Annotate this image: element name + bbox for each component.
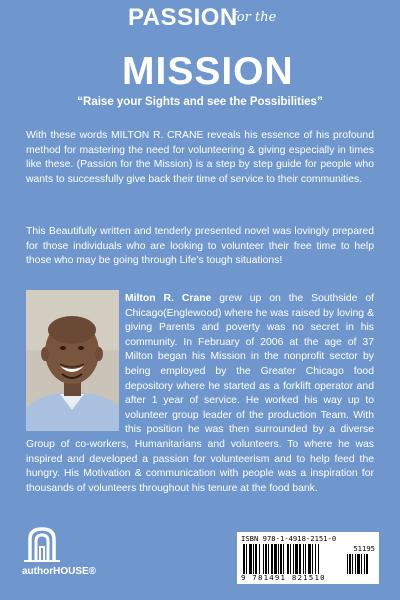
addon-bar <box>349 554 351 574</box>
barcode-bar <box>253 544 254 574</box>
barcode-bar <box>243 544 245 574</box>
barcode-bar <box>255 544 257 574</box>
barcode-bar <box>318 544 319 574</box>
addon-bar <box>347 554 348 574</box>
author-bio <box>26 292 374 496</box>
addon-bar <box>355 554 356 574</box>
addon-bar <box>361 554 362 574</box>
authorhouse-logo-icon <box>22 525 82 565</box>
barcode-bar <box>278 544 279 574</box>
barcode-bar <box>280 544 282 574</box>
author-bio-text: grew up on the Southside of Chicago(Englewood) where he was raised by loving & giving Parents and poverty was no secret in his community. In February of 2006 at the age of 37 Milton began his Mission in the nonprofit sector by being employed by the Greater Chicago food depository where he started as a forklift operator and after 1 year of service. He worked his way up to volunteer group leader of the production Team. With this position he was then surrounded by a diverse Group of co-workers, Humanitarians and volunteers. To where he was inspired and developed a passion for volunteerism and to help feed the hungry. His Motivation & communication with people was a inspiration for thousands of volunteers throughout his tenure at the food bank. <box>26 293 374 494</box>
barcode-bar <box>271 544 273 574</box>
barcode-bar <box>249 544 252 574</box>
barcode-bar <box>305 544 306 574</box>
title-for-the: for the <box>232 10 277 25</box>
barcode-bar <box>263 544 264 574</box>
barcode-bar <box>268 544 269 574</box>
barcode-bar <box>246 544 247 574</box>
addon-bar <box>366 554 368 574</box>
isbn-barcode <box>237 532 379 584</box>
barcode-bar <box>295 544 298 574</box>
title-passion: PASSION <box>128 4 238 31</box>
barcode-bar <box>287 544 289 574</box>
publisher-name: authorHOUSE® <box>22 566 97 577</box>
barcode-bar <box>283 544 284 574</box>
author-name: Milton R. Crane <box>125 293 212 304</box>
barcode-bar <box>312 544 313 574</box>
barcode-bar <box>308 544 311 574</box>
barcode-bar <box>259 544 260 574</box>
addon-bar <box>352 554 353 574</box>
title-mission: MISSION <box>122 50 294 93</box>
addon-bar <box>357 554 360 574</box>
photo-spacer <box>26 292 125 437</box>
barcode-bar <box>315 544 316 574</box>
barcode-bar <box>303 544 304 574</box>
price-code: 51195 <box>353 544 375 553</box>
barcode-bar <box>293 544 294 574</box>
barcode-bar <box>290 544 291 574</box>
description-paragraph-1: With these words MILTON R. CRANE reveals his essence of his profound method for mastering the need for volunteering & giving especially in times like these. (Passion for the Mission) is a step by step guide for people who wants to successfully give back their time of service to their communities. <box>26 130 374 185</box>
ean-number: 9 781491 821510 <box>241 573 326 582</box>
barcode-bar <box>299 544 301 574</box>
barcode-bar <box>265 544 267 574</box>
description-paragraph-2: This Beautifully written and tenderly presented novel was lovingly prepared for those individuals who are looking to volunteer their free time to help those who may be going through Life’s tough situations! <box>26 226 374 267</box>
tagline: “Raise your Sights and see the Possibilities” <box>77 96 323 108</box>
addon-bar <box>364 554 365 574</box>
barcode-bar <box>274 544 277 574</box>
isbn-number: ISBN 978-1-4918-2151-0 <box>241 534 337 543</box>
